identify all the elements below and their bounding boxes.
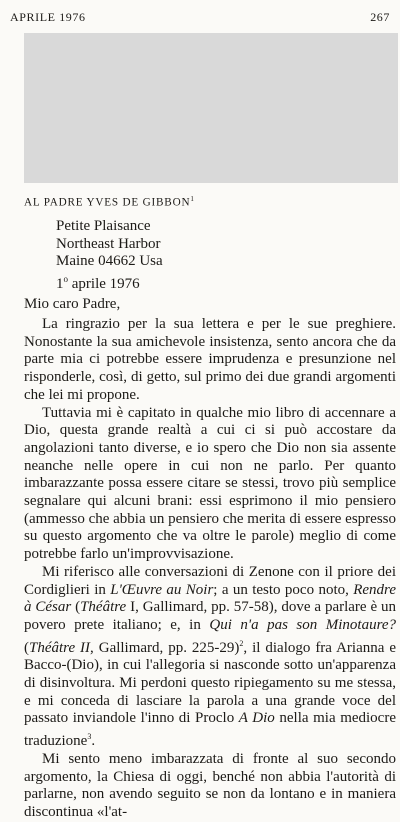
date-day: 1 — [56, 275, 64, 292]
text-run: ( — [24, 639, 29, 656]
paragraph: Tuttavia mi è capitato in qualche mio libro di accennare a Dio, questa grande realtà a cui ci si può accostare da angolazioni tanto diverse, e io spero che Dio non sia assente neanche nelle opere in cui non ne parlo. Per quanto imbarazzante possa essere citare se stessi, trovo più semplice segnalare qui alcuni brani: essi esprimono il mio pensiero (ammesso che abbia un pensiero che merita di essere espresso su questo argomento che va oltre le parole) meglio di come potrebbe farlo un'improvvisazione. — [24, 404, 396, 563]
address-line: Petite Plaisance — [56, 218, 151, 234]
text-run: , Gallimard, pp. 225-29) — [90, 639, 240, 656]
paragraph — [24, 564, 396, 751]
text-run: I, Gallimard, pp. 57-58), dove a parlare è un povero prete italiano; e, in — [24, 599, 396, 633]
paragraph: La ringrazio per la sua lettera e per le sue preghiere. Nonostante la sua amichevole insistenza, sento ancora che da parte mia ci potrebbe essere imprudenza e presunzione nel risponderle, così, di getto, sul primo dei due grandi argomenti che lei mi propone. — [24, 316, 396, 403]
running-head-title: APRILE 1976 — [10, 10, 86, 24]
page-number: 267 — [370, 10, 390, 24]
text-run: ; a un testo poco noto, — [213, 581, 354, 598]
letter-date — [56, 271, 163, 294]
footnote-marker: 3 — [87, 732, 92, 742]
date-ordinal: o — [63, 273, 68, 284]
address-line: Northeast Harbor — [56, 235, 161, 252]
paragraph: Mi sento meno imbarazzata di fronte al suo secondo argomento, la Chiesa di oggi, benché non abbia l'autorità di parlarne, non avendo seguito se non da lontano e in maniera discontinua «l'at- — [24, 750, 396, 820]
text-run: nella mia mediocre traduzione — [24, 710, 396, 750]
footnote-marker: 2 — [239, 638, 244, 648]
text-run: , il dialogo fra Arianna e Bacco-(Dio), in cui l'allegoria si nasconde sotto un'apparenza di disinvoltura. Mi perdoni questo ripiegamento su me stessa, e mi conceda di lasciare la parola a una grande voce del passato inviandole l'inno di Proclo — [24, 639, 396, 727]
date-rest: aprile 1976 — [68, 275, 140, 292]
letter-heading — [24, 195, 195, 209]
book-title: Théâtre — [80, 599, 127, 616]
address-line: Maine 04662 Usa — [56, 253, 163, 270]
book-title: Théâtre II — [29, 639, 91, 656]
book-title: Rendre à César — [24, 581, 396, 616]
address-block — [56, 218, 163, 293]
redacted-block — [24, 33, 398, 183]
letter-heading-text: AL PADRE YVES DE GIBBON — [24, 196, 191, 209]
text-run: ( — [71, 599, 81, 616]
footnote-marker: 1 — [190, 195, 195, 203]
book-title: Qui n'a pas son Minotaure? — [209, 616, 397, 633]
salutation: Mio caro Padre, — [24, 296, 121, 312]
letter-body — [24, 316, 396, 822]
text-run: . — [91, 733, 96, 750]
book-title: A Dio — [238, 710, 275, 727]
running-head — [10, 10, 390, 25]
text-run: Mi riferisco alle conversazioni di Zenone con il priore dei Cordiglieri in — [24, 563, 396, 598]
book-title: L'Œuvre au Noir — [110, 581, 214, 598]
